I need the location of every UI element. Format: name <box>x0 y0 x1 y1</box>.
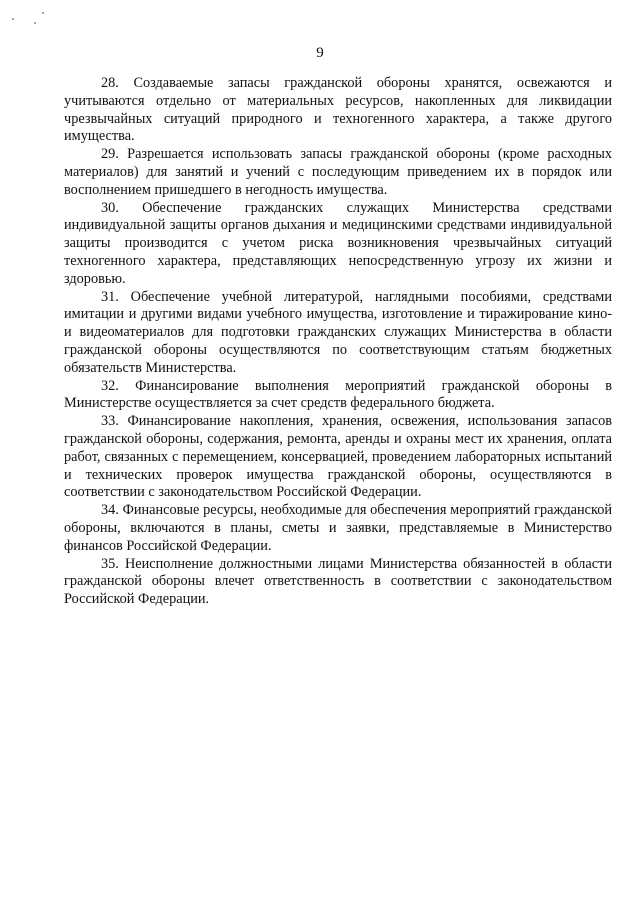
paragraph-32: 32. Финансирование выполнения мероприятий гражданской обороны в Министерстве осуществляется за счет средств федерального бюджета. <box>64 377 612 412</box>
paragraph-35: 35. Неисполнение должностными лицами Министерства обязанностей в области гражданской обороны влечет ответственность в соответствии с законодательством Российской Федерации. <box>64 555 612 608</box>
document-body <box>64 75 612 609</box>
paragraph-29: 29. Разрешается использовать запасы гражданской обороны (кроме расходных материалов) для занятий и учений с последующим приведением их в порядок или восполнением пришедшего в негодность имущества. <box>64 146 612 198</box>
paragraph-33: 33. Финансирование накопления, хранения, освежения, использования запасов гражданской обороны, содержания, ремонта, аренды и охраны мест их хранения, оплата работ, связанных с перемещением, консервацией, проведением лабораторных испытаний и технических проверок имущества гражданской обороны, осуществляются в соответствии с законодательством Российской Федерации. <box>64 413 612 501</box>
paragraph-34: 34. Финансовые ресурсы, необходимые для обеспечения мероприятий гражданской обороны, включаются в планы, сметы и заявки, представляемые в Министерство финансов Российской Федерации. <box>64 502 612 554</box>
paragraph-31: 31. Обеспечение учебной литературой, наглядными пособиями, средствами имитации и другими видами учебного имущества, изготовление и тиражирование кино- и видеоматериалов для подготовки гражданских служащих Министерства в области гражданской обороны осуществляются по соответствующим статьям бюджетных обязательств Министерства. <box>64 288 612 376</box>
page-number: 9 <box>316 45 324 61</box>
scan-speck <box>34 22 36 24</box>
paragraph-28: 28. Создаваемые запасы гражданской обороны хранятся, освежаются и учитываются отдельно от материальных ресурсов, накопленных для ликвидации чрезвычайных ситуаций природного и техногенного характера, а также другого имущества. <box>64 75 612 145</box>
scan-speck <box>42 12 44 14</box>
scan-speck <box>12 18 14 20</box>
paragraph-30: 30. Обеспечение гражданских служащих Министерства средствами индивидуальной защиты органов дыхания и медицинскими средствами индивидуальной защиты производится с учетом риска возникновения чрезвычайных ситуаций техногенного характера, представляющих непосредственную угрозу их жизни и здоровью. <box>64 199 612 287</box>
